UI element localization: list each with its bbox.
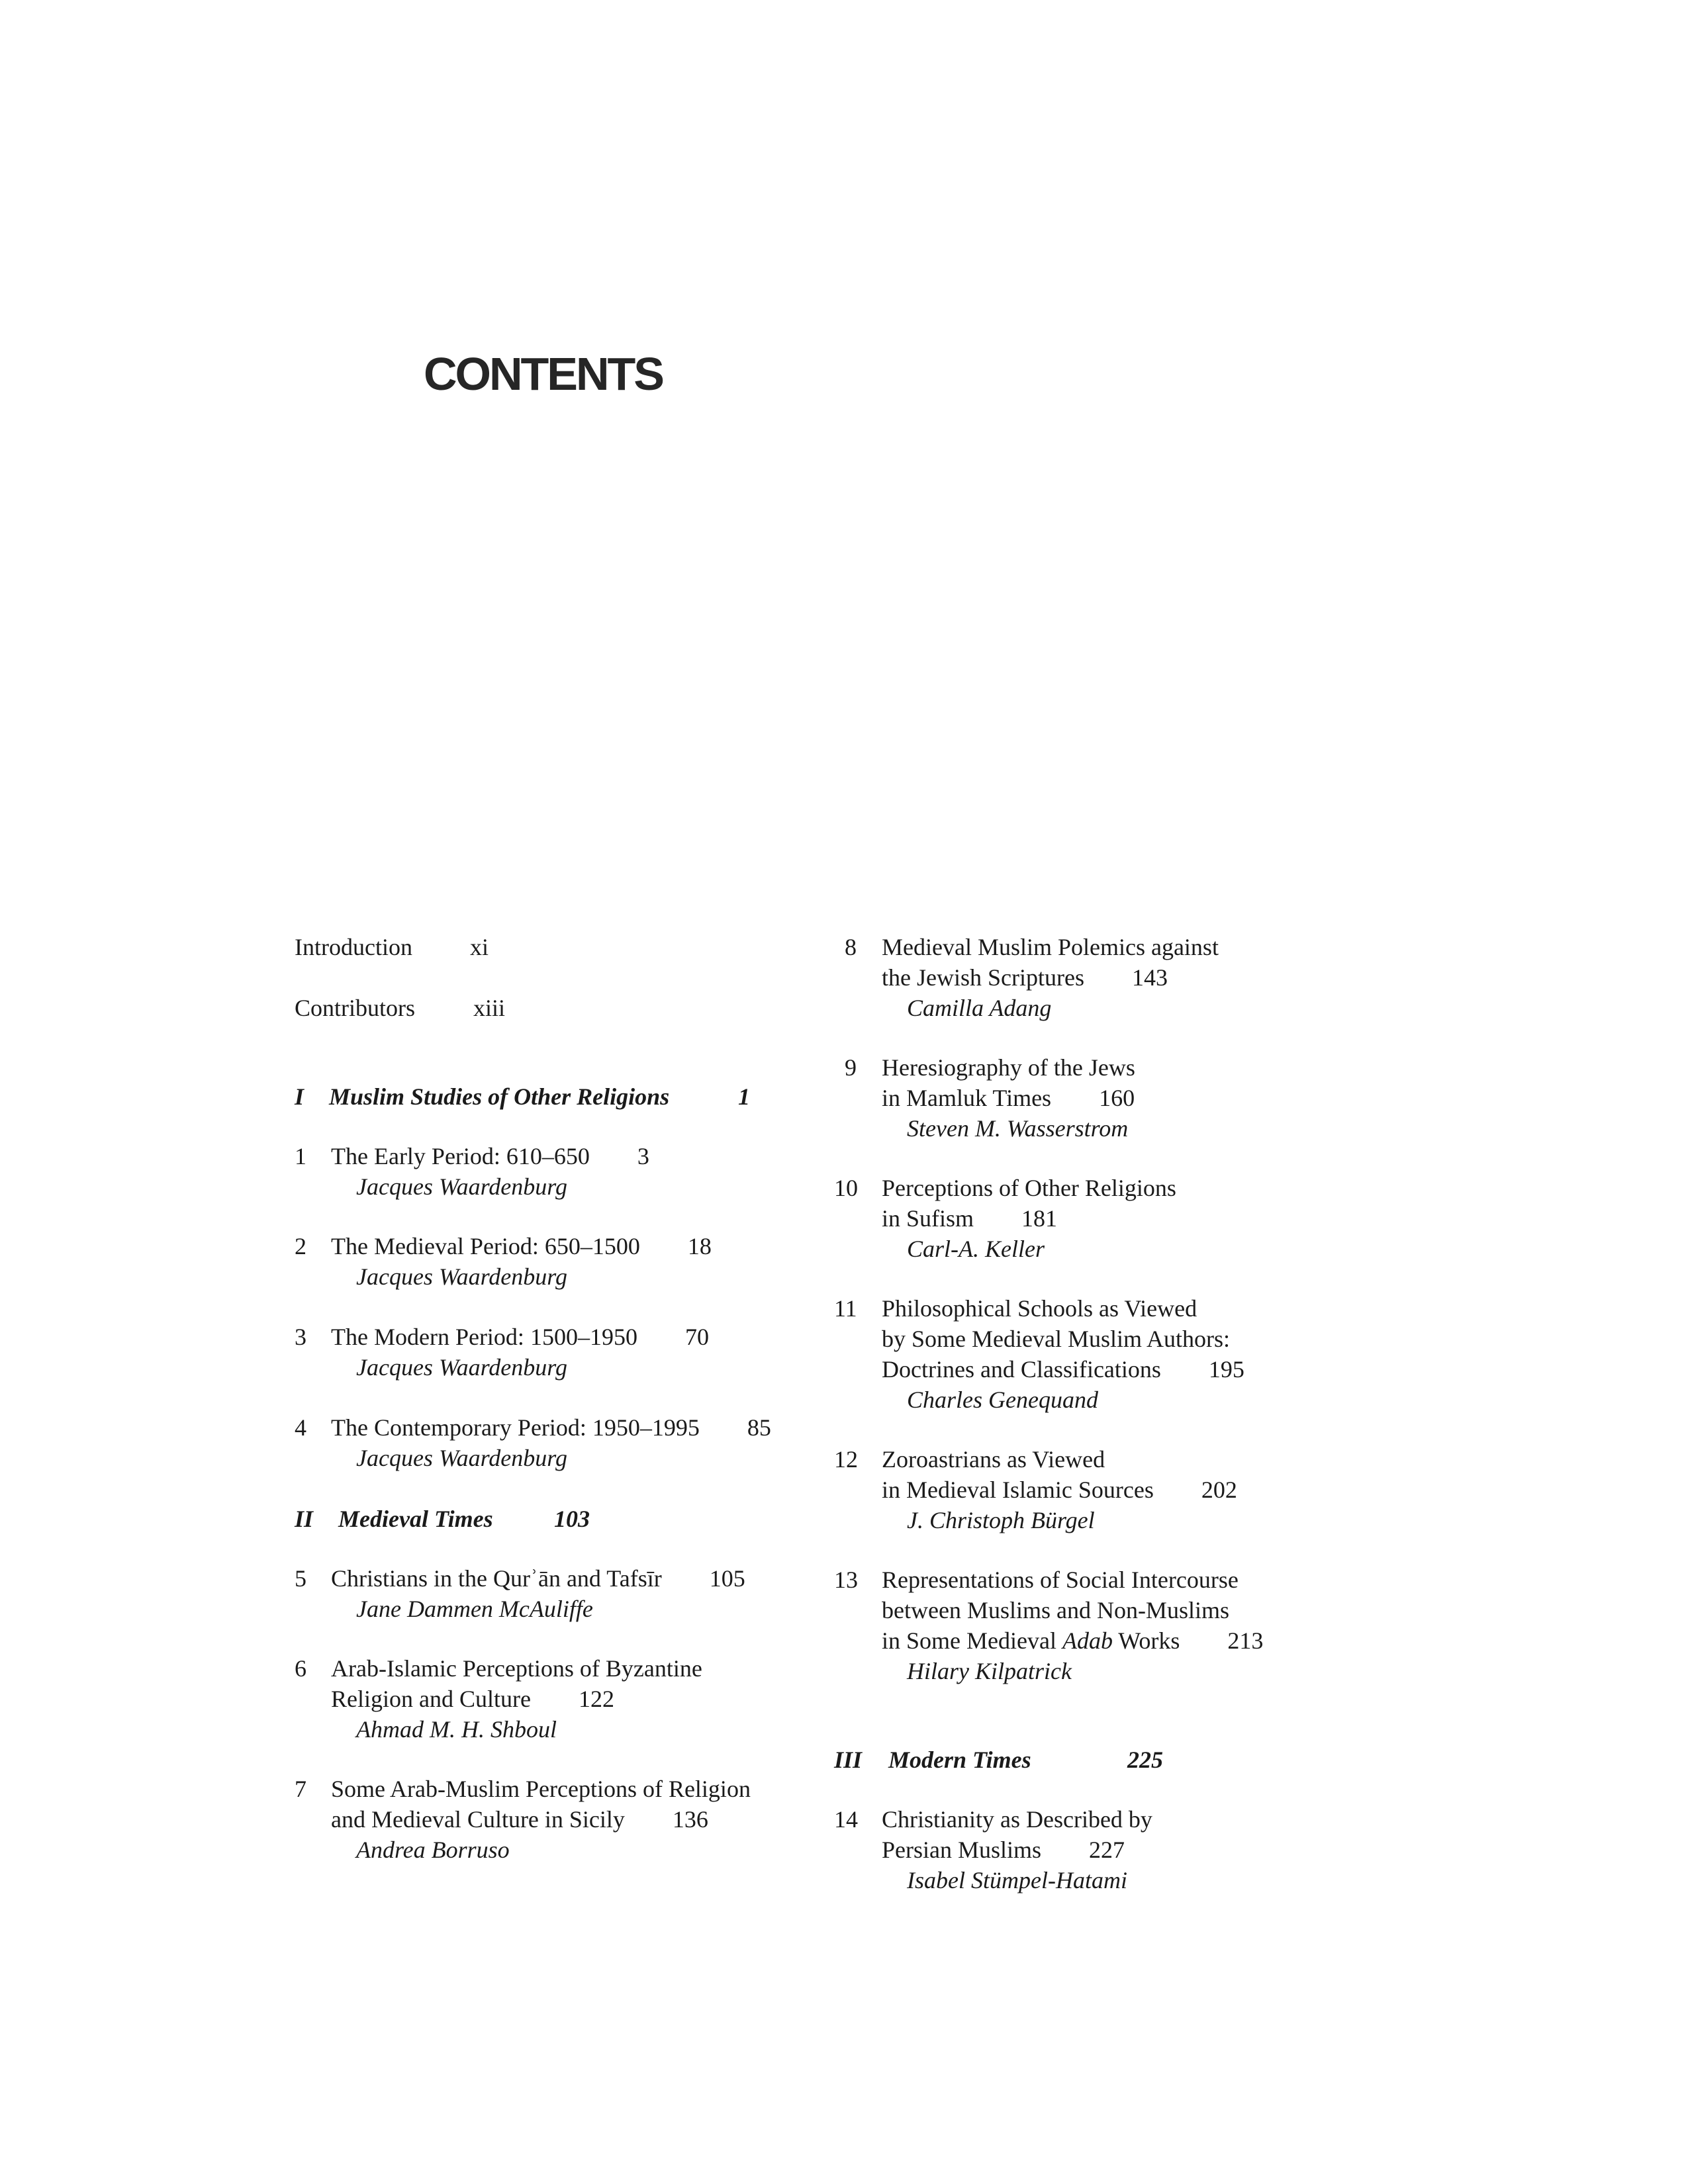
chapter-page-number: 160 [1099, 1085, 1135, 1111]
chapter-page-number: 202 [1201, 1477, 1237, 1503]
chapter-number: 5 [295, 1565, 306, 1592]
chapter-number: 9 [845, 1054, 857, 1081]
chapter-title: Medieval Muslim Polemics against [882, 934, 1219, 960]
chapter-page-number: 3 [637, 1143, 649, 1169]
chapter-title: The Modern Period: 1500–1950 [331, 1324, 637, 1350]
chapter-page-number: 18 [687, 1233, 712, 1259]
chapter-number: 2 [295, 1233, 306, 1259]
chapter-author: Jacques Waardenburg [356, 1173, 567, 1200]
chapter-title-continued: in Mamluk Times [882, 1085, 1052, 1111]
part-page-number: 225 [1127, 1747, 1163, 1773]
chapter-author: Jacques Waardenburg [356, 1354, 567, 1381]
part-page-number: 1 [738, 1083, 750, 1110]
front-label: Contributors [295, 995, 416, 1021]
chapter-title-continued: by Some Medieval Muslim Authors: [882, 1326, 1230, 1352]
chapter-number: 7 [295, 1776, 306, 1802]
chapter-page-number: 213 [1227, 1627, 1264, 1654]
chapter-title: The Contemporary Period: 1950–1995 [331, 1414, 700, 1441]
chapter-author: Ahmad M. H. Shboul [356, 1716, 557, 1743]
chapter-author: Isabel Stümpel-Hatami [907, 1867, 1127, 1893]
part-title: Modern Times [888, 1747, 1031, 1773]
front-page-number: xi [470, 934, 489, 960]
chapter-number: 13 [834, 1567, 858, 1593]
chapter-number: 11 [834, 1295, 857, 1322]
chapter-author: Jane Dammen McAuliffe [356, 1596, 593, 1622]
chapter-page-number: 136 [672, 1806, 708, 1833]
chapter-author: Charles Genequand [907, 1387, 1098, 1413]
chapter-author: Andrea Borruso [356, 1837, 510, 1863]
front-page-number: xiii [473, 995, 506, 1021]
chapter-title: Zoroastrians as Viewed [882, 1446, 1105, 1473]
chapter-title-end: Works [1112, 1627, 1180, 1654]
toc-front-introduction[interactable] [295, 932, 412, 962]
chapter-title: Representations of Social Intercourse [882, 1567, 1239, 1593]
part-number: III [834, 1747, 863, 1773]
chapter-title: Christianity as Described by [882, 1806, 1152, 1833]
chapter-title-continued: in Medieval Islamic Sources [882, 1477, 1154, 1503]
chapter-title-continued: in Some Medieval [882, 1627, 1062, 1654]
chapter-author: Jacques Waardenburg [356, 1263, 567, 1290]
chapter-author: Carl-A. Keller [907, 1236, 1045, 1262]
chapter-page-number: 105 [709, 1565, 745, 1592]
chapter-page-number: 122 [578, 1686, 614, 1712]
chapter-author: Camilla Adang [907, 995, 1052, 1021]
chapter-page-number: 143 [1131, 964, 1168, 991]
chapter-page-number: 85 [747, 1414, 771, 1441]
chapter-title: Arab-Islamic Perceptions of Byzantine [331, 1655, 702, 1682]
chapter-title: Perceptions of Other Religions [882, 1175, 1176, 1201]
chapter-number: 12 [834, 1446, 858, 1473]
chapter-title-continued: in Sufism [882, 1205, 974, 1232]
part-title: Muslim Studies of Other Religions [329, 1083, 670, 1110]
chapter-number: 6 [295, 1655, 306, 1682]
toc-part-heading[interactable] [834, 1745, 1377, 1775]
chapter-author: J. Christoph Bürgel [907, 1507, 1095, 1533]
chapter-page-number: 70 [684, 1324, 709, 1350]
chapter-title-italic-word: Adab [1062, 1627, 1113, 1654]
chapter-author: Hilary Kilpatrick [907, 1658, 1072, 1684]
part-page-number: 103 [554, 1506, 590, 1532]
chapter-author: Steven M. Wasserstrom [907, 1115, 1129, 1142]
chapter-title: Philosophical Schools as Viewed [882, 1295, 1197, 1322]
chapter-title-continued: and Medieval Culture in Sicily [331, 1806, 625, 1833]
chapter-title-continued: Religion and Culture [331, 1686, 531, 1712]
chapter-number: 1 [295, 1143, 306, 1169]
chapter-page-number: 227 [1089, 1837, 1125, 1863]
chapter-title: Some Arab-Muslim Perceptions of Religion [331, 1776, 751, 1802]
chapter-title: Heresiography of the Jews [882, 1054, 1135, 1081]
chapter-number: 10 [834, 1175, 858, 1201]
chapter-title: The Medieval Period: 650–1500 [331, 1233, 640, 1259]
chapter-title: The Early Period: 610–650 [331, 1143, 590, 1169]
part-number: I [295, 1083, 305, 1110]
chapter-number: 3 [295, 1324, 306, 1350]
chapter-page-number: 195 [1208, 1356, 1244, 1383]
chapter-title-continued: between Muslims and Non-Muslims [882, 1597, 1229, 1623]
chapter-title-continued: the Jewish Scriptures [882, 964, 1084, 991]
toc-front-contributors[interactable] [295, 993, 415, 1023]
part-title: Medieval Times [338, 1506, 493, 1532]
chapter-number: 8 [845, 934, 857, 960]
chapter-page-number: 181 [1021, 1205, 1058, 1232]
part-number: II [295, 1506, 314, 1532]
chapter-title: Christians in the Qurʾān and Tafsīr [331, 1565, 662, 1592]
chapter-number: 4 [295, 1414, 306, 1441]
toc-part-heading[interactable] [295, 1504, 837, 1534]
page-title: CONTENTS [424, 348, 663, 400]
chapter-author: Jacques Waardenburg [356, 1445, 567, 1471]
chapter-title-continued: Doctrines and Classifications [882, 1356, 1161, 1383]
toc-part-heading[interactable] [295, 1081, 837, 1112]
front-label: Introduction [295, 934, 412, 960]
chapter-number: 14 [834, 1806, 858, 1833]
chapter-title-continued: Persian Muslims [882, 1837, 1042, 1863]
